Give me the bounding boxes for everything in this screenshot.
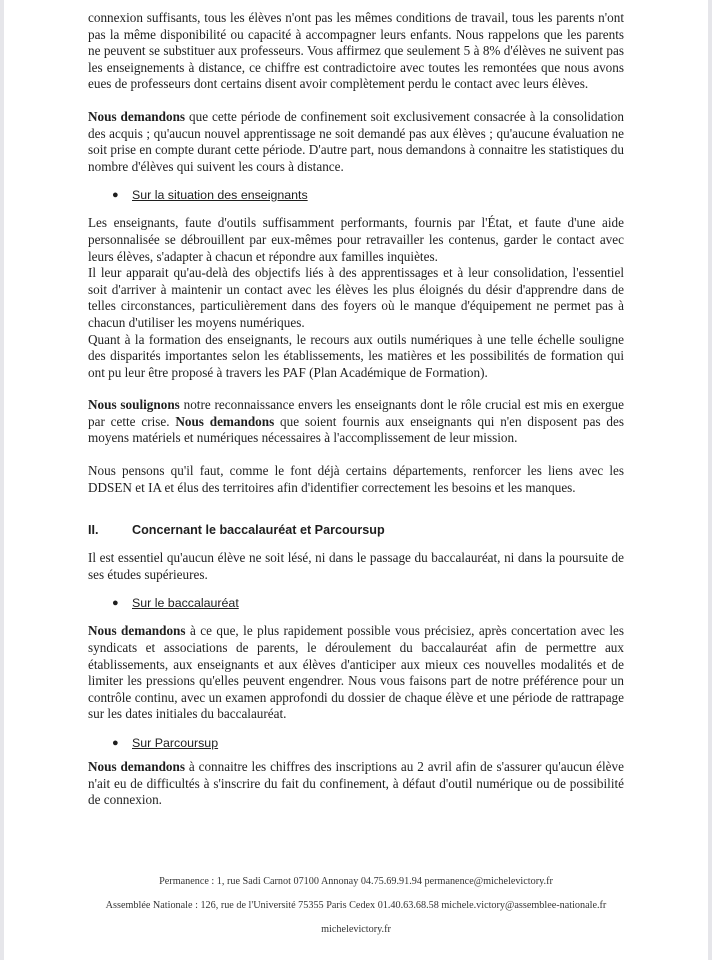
- footer-assemblee: Assemblée Nationale : 126, rue de l'Université 75355 Paris Cedex 01.40.63.68.58 michele.victory@assemblee-nationale.fr: [105, 900, 607, 911]
- section-title: Concernant le baccalauréat et Parcoursup: [132, 522, 385, 537]
- bac-paragraph: Nous demandons à ce que, le plus rapidement possible vous précisiez, après concertation avec les syndicats et associations de parents, le déroulement du baccalauréat afin de permettre aux établissements, aux enseignants et aux élèves d'anticiper aux mieux ces nouvelles modalités et de limiter les pressions qu'elles peuvent engendrer. Nous vous faisons part de notre préférence pour un contrôle continu, avec un examen approfondi du dossier de chaque élève et une période de rattrapage sur les dates initiales du baccalauréat.: [88, 623, 624, 722]
- parcoursup-paragraph: Nous demandons à connaitre les chiffres des inscriptions au 2 avril afin de s'assurer qu'aucun élève n'ait eu de difficultés à s'inscrire du fait du confinement, à défaut d'outil numérique ou de possibilité de connexion.: [88, 759, 624, 808]
- bullet-label: Sur le baccalauréat: [132, 596, 239, 611]
- document-page: [88, 0, 624, 809]
- bold-lead: Nous demandons: [88, 108, 186, 124]
- teachers-paragraph-1: Les enseignants, faute d'outils suffisamment performants, fournis par l'État, et faute d'une aide personnalisée se débrouillent par eux-mêmes pour retravailler les contenus, garder le contact avec leurs élèves, s'adapter à chacun et répondre aux familles inquiètes.: [88, 215, 624, 264]
- bullet-bac: [112, 593, 624, 613]
- teachers-paragraph-3: Quant à la formation des enseignants, le recours aux outils numériques à une telle échelle souligne des disparités importantes selon les établissements, les matières et les possibilités de formation qui ont pu leur être proposé à travers les PAF (Plan Académique de Formation).: [88, 331, 624, 380]
- think-paragraph: Nous pensons qu'il faut, comme le font déjà certains départements, renforcer les liens avec les DDSEN et IA et élus des territoires afin d'identifier correctement les besoins et les manques.: [88, 463, 624, 495]
- page-edge-right: [708, 0, 712, 960]
- teachers-paragraph-2: Il leur apparait qu'au-delà des objectifs liés à des apprentissages et à leur consolidation, l'essentiel soit d'arriver à maintenir un contact avec les élèves les plus éloignés du désir d'apprendre dans de telles circonstances, particulièrement dans des foyers où le manque d'équipement ne permet pas à chacun d'utiliser les moyens numériques.: [88, 265, 624, 330]
- bullet-dot-icon: ●: [112, 189, 119, 202]
- bullet-teachers: [112, 185, 624, 205]
- bullet-dot-icon: ●: [112, 736, 119, 749]
- page-edge-left: [0, 0, 4, 960]
- section-2-intro: Il est essentiel qu'aucun élève ne soit lésé, ni dans le passage du baccalauréat, ni dans la poursuite de ses études supérieures.: [88, 550, 624, 582]
- bullet-label: Sur la situation des enseignants: [132, 188, 308, 203]
- intro-paragraph: connexion suffisants, tous les élèves n'ont pas les mêmes conditions de travail, tous les parents n'ont pas la même disponibilité ou capacité à accompagner leurs enfants. Nous rappelons que les parents ne peuvent se substituer aux professeurs. Vous affirmez que seulement 5 à 8% d'élèves ne suivent pas les enseignements à distance, ce chiffre est contradictoire avec toutes les remontées que nous avons eues de professeurs dont certains disent avoir complètement perdu le contact avec leurs élèves.: [88, 10, 624, 92]
- section-number: II.: [88, 522, 99, 537]
- bullet-parcoursup: [112, 733, 624, 753]
- bullet-label: Sur Parcoursup: [132, 735, 219, 750]
- section-heading-2: [88, 520, 624, 540]
- recognition-paragraph: Nous soulignons notre reconnaissance envers les enseignants dont le rôle crucial est mis en exergue par cette crise. Nous demandons que soient fournis aux enseignants qui n'en disposent pas des moyens matériels et numériques nécessaires à l'accomplissement de leur mission.: [88, 397, 624, 446]
- footer-permanence: Permanence : 1, rue Sadi Carnot 07100 Annonay 04.75.69.91.94 permanence@michelevictory.fr: [159, 876, 553, 887]
- bullet-dot-icon: ●: [112, 597, 119, 610]
- demand-paragraph-consolidation: Nous demandons que cette période de confinement soit exclusivement consacrée à la consolidation des acquis ; qu'aucun nouvel apprentissage ne soit demandé pas aux élèves ; qu'aucune évaluation ne soit prise en compte durant cette période. D'autre part, nous demandons à connaitre les statistiques du nombre d'élèves qui suivent les cours à distance.: [88, 108, 624, 174]
- footer-website: michelevictory.fr: [321, 924, 391, 935]
